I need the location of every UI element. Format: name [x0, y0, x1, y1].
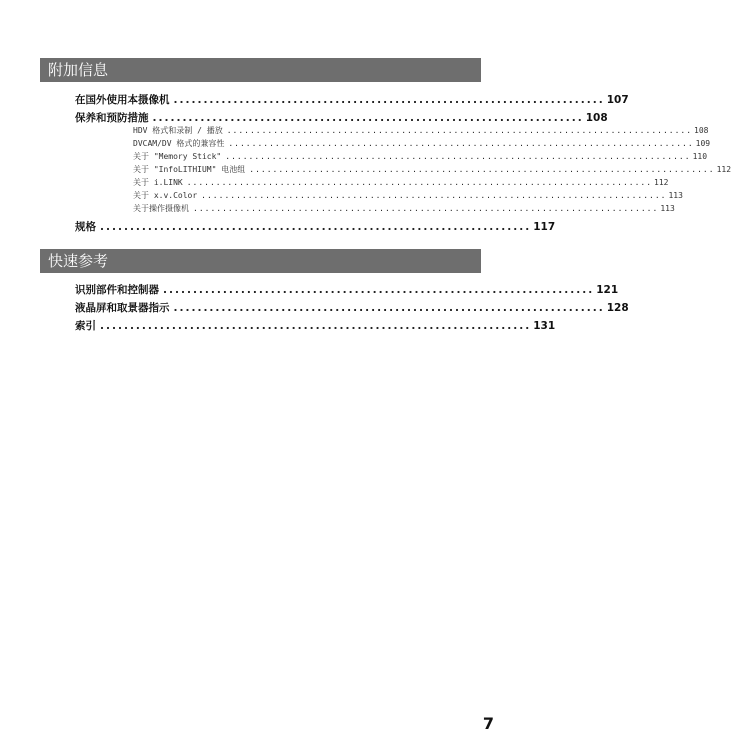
leader-dots: ................................................................................: [193, 204, 659, 213]
toc-subentry[interactable]: [133, 203, 675, 215]
toc-entry-title: 规格: [75, 221, 96, 233]
leader-dots: ................................................................................: [249, 165, 715, 174]
toc-entry[interactable]: [75, 92, 629, 108]
leader-dots: ........................................................................: [100, 320, 532, 332]
leader-dots: ................................................................................: [201, 191, 667, 200]
toc-entry-page: 121: [596, 284, 619, 296]
toc-entry-title: 液晶屏和取景器指示: [75, 302, 170, 314]
toc-entry-page: 110: [692, 152, 708, 161]
toc-subentry[interactable]: [133, 138, 711, 150]
leader-dots: ........................................................................: [173, 94, 605, 106]
toc-entry-page: 113: [660, 204, 675, 213]
toc-entry[interactable]: [75, 282, 619, 298]
toc-entry-title: 保养和预防措施: [75, 112, 149, 124]
toc-entry-title: 识别部件和控制器: [75, 284, 159, 296]
toc-entry-page: 112: [716, 165, 731, 174]
toc-entry-title: 关于 "Memory Stick": [133, 152, 222, 161]
leader-dots: ........................................................................: [152, 112, 584, 124]
toc-entry-title: HDV 格式和录制 / 播放: [133, 126, 223, 135]
toc-entry-page: 117: [533, 221, 556, 233]
toc-entry-page: 109: [695, 139, 711, 148]
leader-dots: ........................................................................: [163, 284, 595, 296]
section-title: 附加信息: [48, 61, 109, 79]
section-title: 快速参考: [48, 252, 109, 270]
toc-entry-title: DVCAM/DV 格式的兼容性: [133, 139, 225, 148]
toc-entry-title: 关于操作摄像机: [133, 204, 189, 213]
toc-subentry[interactable]: [133, 190, 683, 202]
toc-subentry[interactable]: [133, 125, 709, 137]
leader-dots: ................................................................................: [186, 178, 653, 187]
toc-entry-title: 在国外使用本摄像机: [75, 94, 170, 106]
toc-subentry[interactable]: [133, 164, 731, 176]
toc-entry-page: 112: [654, 178, 669, 187]
toc-entry-title: 索引: [75, 320, 96, 332]
page-number: 7: [482, 714, 494, 733]
toc-entry[interactable]: [75, 110, 608, 126]
toc-entry-page: 108: [694, 126, 709, 135]
leader-dots: ........................................................................: [173, 302, 605, 314]
toc-entry[interactable]: [75, 300, 629, 316]
leader-dots: ................................................................................: [225, 152, 691, 161]
toc-entry-page: 131: [533, 320, 556, 332]
toc-entry-title: 关于 x.v.Color: [133, 191, 198, 200]
toc-entry-page: 107: [606, 94, 629, 106]
section-header-appendix: [40, 58, 481, 82]
toc-entry-page: 128: [606, 302, 629, 314]
toc-entry-page: 113: [668, 191, 683, 200]
toc-entry[interactable]: [75, 219, 556, 235]
toc-subentry[interactable]: [133, 151, 708, 163]
section-header-quick-reference: [40, 249, 481, 273]
toc-subentry[interactable]: [133, 177, 669, 189]
toc-entry-page: 108: [585, 112, 608, 124]
toc-entry-title: 关于 i.LINK: [133, 178, 183, 187]
leader-dots: ................................................................................: [228, 139, 694, 148]
leader-dots: ........................................................................: [100, 221, 532, 233]
toc-entry[interactable]: [75, 318, 556, 334]
leader-dots: ................................................................................: [226, 126, 693, 135]
toc-entry-title: 关于 "InfoLITHIUM" 电池组: [133, 165, 246, 174]
